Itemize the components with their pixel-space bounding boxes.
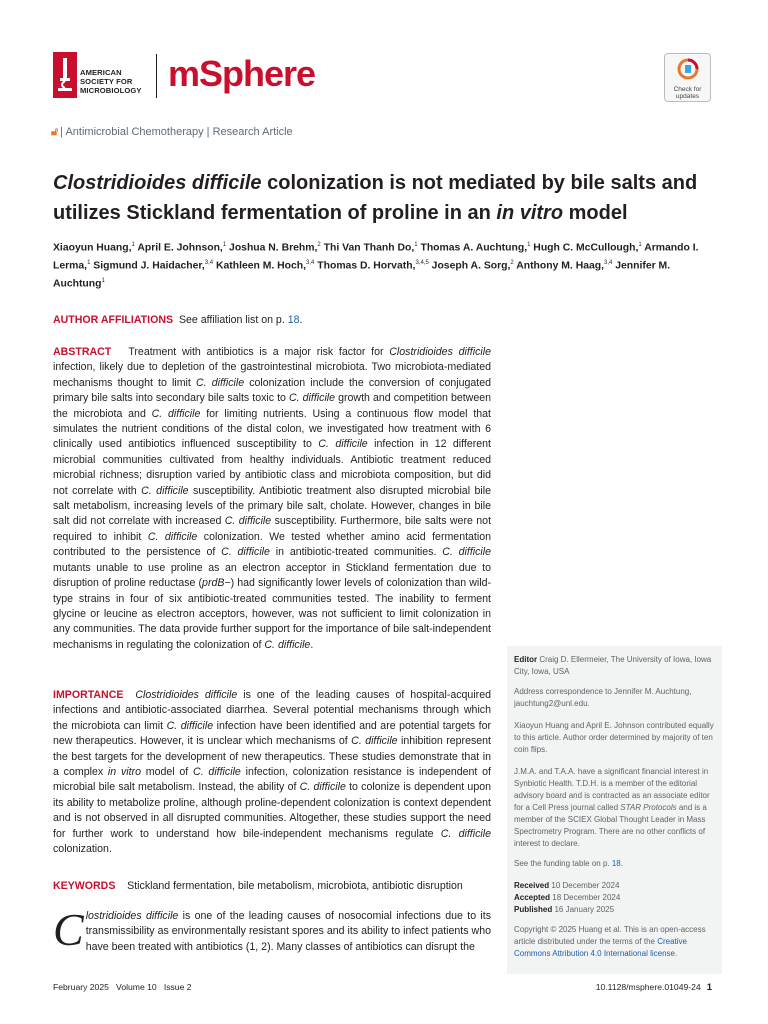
copyright-notice: Copyright © 2025 Huang et al. This is an open-access article distributed under the terms of the Creative Commons Attribution 4.0 International license. — [514, 925, 706, 958]
open-access-icon: 🔓︎ — [51, 126, 59, 138]
affiliations-label: AUTHOR AFFILIATIONS — [53, 314, 174, 326]
drop-cap: C — [53, 904, 84, 955]
affiliations-page-link[interactable]: 18 — [287, 314, 300, 326]
publication-dates: Received 10 December 2024 Accepted 18 December 2024 Published 16 January 2025 — [514, 881, 621, 914]
doi[interactable]: 10.1128/msphere.01049-24 — [595, 982, 701, 992]
article-info-sidebar — [507, 646, 722, 974]
keywords-label: KEYWORDS — [53, 880, 116, 892]
conflict-of-interest: J.M.A. and T.A.A. have a significant financial interest in Synbiotic Health. T.D.H. is a member of the editorial advisory board and is contracted as an associate editor for a Cell Press journal called STAR Protocols and is a member of the SCIEX Global Thought Leader in Mass Spectrometry Program. There are no other conflicts of interest to declare. — [514, 767, 710, 848]
importance-body: Clostridioides difficile is one of the leading causes of hospital-acquired infections and antibiotic-associated diarrhea. Several potential mechanisms through which the microbiota can limit C. difficile infection have been identified and are potential targets for new therapeutics. However, it is unclear which mechanisms of C. difficile inhibition represent the best targets for the development of new therapeutics. These studies demonstrate that in a complex in vitro model of C. difficile infection, colonization resistance is independent of microbial bile salt metabolism. Instead, the ability of C. difficile to colonize is dependent upon its ability to metabolize proline, although proline-dependent colonization is context dependent and is not observed in all disrupted communities. Altogether, these studies support the need for further work to understand how bile-independent mechanisms regulate C. difficile colonization. — [53, 689, 492, 856]
author-affiliations: AUTHOR AFFILIATIONS See affiliation list on p. 18. — [53, 314, 303, 326]
article-title: Clostridioides difficile colonization is not mediated by bile salts and utilizes Stickland fermentation of proline in an in vitro model — [53, 172, 698, 224]
author-list[interactable]: Xiaoyun Huang,$^1$ April E. Johnson,$^1$ Joshua N. Brehm,$^2$ Thi Van Thanh Do,$^1$ Thomas A. Auchtung,$^1$ Hugh C. McCullough,$^1$ Armando I. Lerma,$^1$ Sigmund J. Haidacher,$^{3,4}$ Kathleen M. Hoch,$^{3,4}$ Thomas D. Horvath,$^{3,4,5}$ Joseph A. Sorg,$^2$ Anthony M. Haag,$^{3,4}$ Jennifer M. Auchtung$^1$ — [53, 242, 699, 290]
importance — [53, 688, 491, 857]
editor-info: Editor Craig D. Ellermeier, The University of Iowa, Iowa City, Iowa, USA — [514, 655, 712, 676]
abstract — [53, 345, 491, 653]
equal-contribution-note: Xiaoyun Huang and April E. Johnson contributed equally to this article. Author order determined by majority of ten coin flips. — [514, 721, 714, 754]
introduction-text: Clostridioides difficile is one of the leading causes of nosocomial infections due to its transmissibility as environmentally resistant spores and its ability to infect patients who have been treated with antibiotics (1, 2). Many classes of antibiotics can disrupt the — [53, 904, 492, 955]
crossmark-icon — [677, 58, 699, 80]
abstract-body: Treatment with antibiotics is a major risk factor for Clostridioides difficile infection, likely due to depletion of the gastrointestinal microbiota. Two microbiota-mediated mechanisms thought to limit C. difficile colonization include the conversion of conjugated primary bile salts into secondary bile salts toxic to C. difficile growth and competition between the microbiota and C. difficile for limiting nutrients. Using a continuous flow model that simulates the nutrient conditions of the distal colon, we investigated how treatment with 6 clinically used antibiotics influenced susceptibility to C. difficile infection in 12 different microbial communities cultivated from healthy individuals. Antibiotic treatment reduced microbial richness; disruption varied by antibiotic class and microbiota composition, but did not correlate with C. difficile susceptibility. Antibiotic treatment also disrupted microbial bile salt metabolism, increasing levels of the primary bile salt, cholate. However, changes in bile salt did not correlate with increased C. difficile susceptibility. Furthermore, bile salts were not required to inhibit C. difficile colonization. We tested whether amino acid fermentation contributed to the persistence of C. difficile in antibiotic-treated communities. C. difficile mutants unable to use proline as an electron acceptor in Stickland fermentation due to disruption of proline reductase (prdB−) had significantly lower levels of colonization than wild-type strains in four of six antibiotic-treated communities tested. The inability to ferment glycine or leucine as electron acceptors, however, was not sufficient to limit colonization in any communities. The data provide further support for the importance of bile salt-independent mechanisms in regulating the colonization of C. difficile. — [53, 346, 492, 651]
importance-label: IMPORTANCE — [53, 689, 124, 701]
microscope-icon — [53, 52, 79, 98]
logo-divider — [156, 54, 157, 98]
keywords — [53, 880, 463, 892]
doi-and-page — [596, 982, 712, 993]
license-link[interactable]: Creative Commons Attribution 4.0 International license — [514, 937, 687, 958]
issue-info: February 2025 Volume 10 Issue 2 — [53, 982, 192, 992]
abstract-label: ABSTRACT — [53, 346, 112, 358]
check-for-updates-badge[interactable]: Check for updates — [664, 53, 711, 102]
correspondence-info: Address correspondence to Jennifer M. Auchtung, jauchtung2@unl.edu. — [514, 687, 692, 708]
keywords-text: Stickland fermentation, bile metabolism, microbiota, antibiotic disruption — [127, 880, 463, 892]
journal-logo[interactable]: mSphere — [168, 53, 316, 94]
funding-page-link[interactable]: 18 — [611, 859, 621, 868]
society-name: AMERICAN SOCIETY FOR MICROBIOLOGY — [80, 68, 142, 95]
funding-note: See the funding table on p. 18. — [514, 859, 623, 868]
page-number: 1 — [706, 982, 712, 993]
article-category: 🔓︎ | Antimicrobial Chemotherapy | Research Article — [51, 126, 293, 138]
